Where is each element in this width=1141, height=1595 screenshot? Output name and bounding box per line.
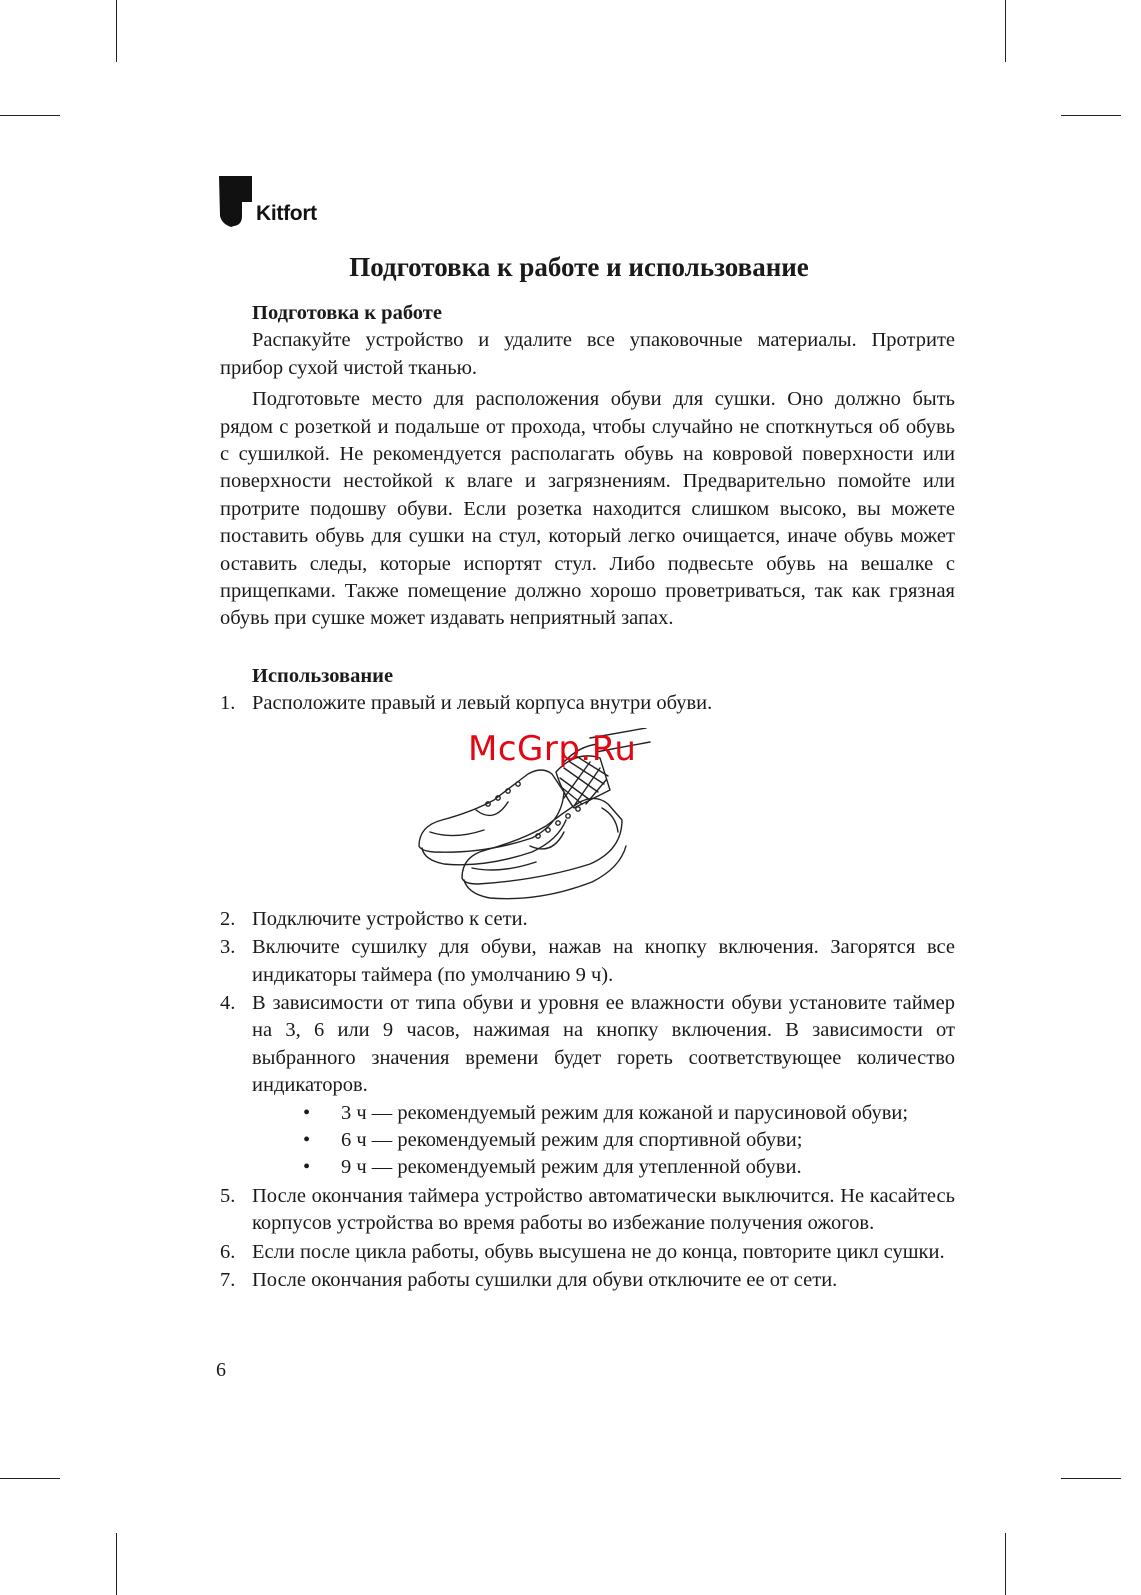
preparation-heading: Подготовка к работе [252, 302, 442, 324]
usage-steps-continued [220, 906, 955, 1295]
usage-heading: Использование [252, 664, 394, 687]
brand-name: Kitfort [256, 202, 317, 225]
shoe-dryer-illustration [220, 722, 955, 906]
list-item: 3. Включите сушилку для обуви, нажав на кнопку включения. Загорятся все индикаторы таймера (по умолчанию 9 ч). [220, 936, 955, 986]
timer-modes-list [252, 1100, 955, 1182]
crop-mark [1005, 0, 1006, 62]
crop-mark [0, 1478, 60, 1479]
list-item: 2. Подключите устройство к сети. [220, 907, 528, 930]
timer-mode-item: • 6 ч — рекомендуемый режим для спортивной обуви; [252, 1127, 955, 1154]
preparation-paragraph: Подготовьте место для расположения обуви для сушки. Оно должно быть рядом с розеткой и подальше от прохода, чтобы случайно не споткнуться об обувь с сушилкой. Не рекомендуется располагать обувь на ковровой поверхности или поверхности нестойкой к влаге и загрязнениям. Предварительно помойте или протрите подошву обуви. Если розетка находится слишком высоко, вы можете поставить обувь для сушки на стул, который легко очищается, иначе обувь может оставить следы, которые испортят стул. Либо подвесьте обувь на вешалке с прищепками. Также помещение должно хорошо проветриваться, так как грязная обувь при сушке может издавать неприятный запах. [220, 388, 955, 630]
list-item: 7. После окончания работы сушилки для обуви отключите ее от сети. [220, 1268, 838, 1291]
timer-mode-item: • 9 ч — рекомендуемый режим для утепленной обуви. [252, 1154, 955, 1181]
list-item: 4. В зависимости от типа обуви и уровня ее влажности обуви установите таймер на 3, 6 или 9 часов, нажимая на кнопку включения. В зависимости от выбранного значения времени будет гореть соответствующее количество индикаторов. • 3 ч — рекомендуемый режим для кожаной и парусиновой обуви; • 6 ч — рекомендуемый режим для спортивной обуви; • 9 ч — рекомендуемый режим для утепленной обуви. [220, 990, 955, 1182]
usage-steps [220, 690, 955, 717]
watermark: McGrp.Ru [468, 728, 637, 769]
brand-logo [219, 176, 317, 228]
list-item: 1. Расположите правый и левый корпуса внутри обуви. [220, 692, 713, 715]
crop-mark [116, 0, 117, 62]
list-item: 6. Если после цикла работы, обувь высушена не до конца, повторите цикл сушки. [220, 1240, 945, 1263]
crop-mark [1061, 115, 1121, 116]
crop-mark [116, 1533, 117, 1595]
crop-mark [0, 115, 60, 116]
preparation-paragraph: Распакуйте устройство и удалите все упаковочные материалы. Протрите прибор сухой чистой тканью. [220, 329, 955, 379]
page-content [220, 300, 955, 1295]
kitfort-logo-icon [219, 176, 252, 228]
page-title: Подготовка к работе и использование [349, 252, 809, 282]
crop-mark [1061, 1478, 1121, 1479]
timer-mode-item: • 3 ч — рекомендуемый режим для кожаной и парусиновой обуви; [252, 1100, 955, 1127]
page-number: 6 [216, 1359, 226, 1381]
crop-mark [1005, 1533, 1006, 1595]
list-item: 5. После окончания таймера устройство автоматически выключится. Не касайтесь корпусов устройства во время работы во избежание получения ожогов. [220, 1184, 955, 1235]
